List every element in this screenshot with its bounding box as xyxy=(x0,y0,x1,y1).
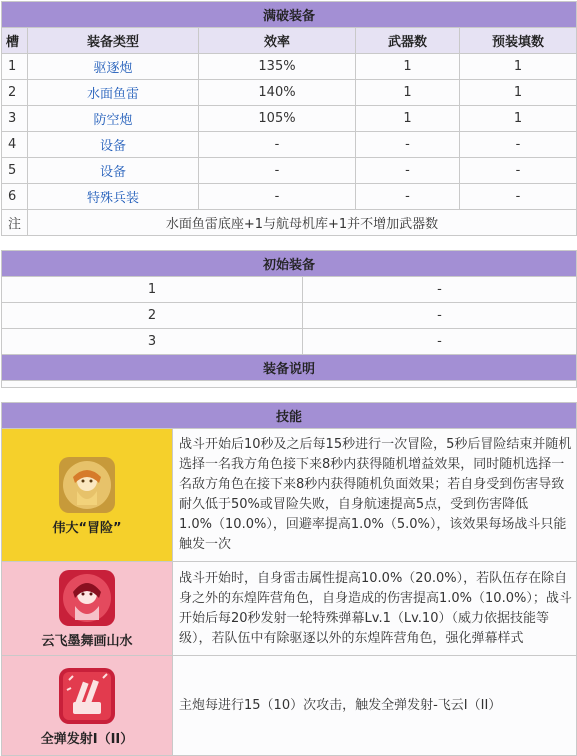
skills-title: 技能 xyxy=(2,403,577,429)
slot-number: 5 xyxy=(2,158,28,184)
slot-number: 4 xyxy=(2,132,28,158)
note-label: 注 xyxy=(2,210,28,236)
skill-name: 全弹发射I（II） xyxy=(40,732,134,747)
equipment-desc-body xyxy=(2,381,577,388)
preload-value: 1 xyxy=(460,54,577,80)
col-preload: 预装填数 xyxy=(460,28,577,54)
note-row xyxy=(2,210,577,236)
slot-number: 2 xyxy=(2,80,28,106)
preload-value: 1 xyxy=(460,106,577,132)
equip-type-link[interactable]: 水面鱼雷 xyxy=(86,87,139,102)
skill-description: 战斗开始后10秒及之后每15秒进行一次冒险，5秒后冒险结束并随机选择一名我方角色接下来8秒内获得随机增益效果，同时随机选择一名敌方角色在接下来8秒内获得随机负面效果；若自身受到伤害导致耐久低于50%或冒险失败，自身航速提高5点，受到伤害降低1.0%（10.0%），回避率提高1.0%（5.0%），该效果每场战斗只能触发一次 xyxy=(173,429,577,562)
table-row xyxy=(2,80,577,106)
table-row xyxy=(2,132,577,158)
equip-type-link[interactable]: 驱逐炮 xyxy=(93,61,133,76)
equip-type-link[interactable]: 特殊兵装 xyxy=(86,191,139,206)
initial-equipment-table xyxy=(1,250,577,388)
skill-description: 战斗开始时，自身雷击属性提高10.0%（20.0%），若队伍存在除自身之外的东煌阵营角色，自身造成的伤害提高1.0%（10.0%）；战斗开始后每20秒发射一轮特殊弹幕Lv.1（Lv.10）（威力依据技能等级），若队伍中有除驱逐以外的东煌阵营角色，强化弹幕样式 xyxy=(173,562,577,656)
weapons-value: 1 xyxy=(356,54,460,80)
table-row xyxy=(2,303,577,329)
col-slot: 槽 xyxy=(2,28,28,54)
skill-name: 云飞墨舞画山水 xyxy=(41,634,133,649)
table-row xyxy=(2,277,577,303)
efficiency-value: 140% xyxy=(199,80,356,106)
slot-number: 1 xyxy=(2,54,28,80)
initial-value: - xyxy=(303,277,577,303)
weapons-value: 1 xyxy=(356,80,460,106)
initial-slot: 1 xyxy=(2,277,303,303)
preload-value: - xyxy=(460,158,577,184)
table-row xyxy=(2,54,577,80)
note-text: 水面鱼雷底座+1与航母机库+1并不增加武器数 xyxy=(28,210,577,236)
preload-value: - xyxy=(460,184,577,210)
initial-slot: 2 xyxy=(2,303,303,329)
skills-table xyxy=(1,402,577,756)
weapons-value: - xyxy=(356,184,460,210)
full-break-title: 满破装备 xyxy=(2,2,577,28)
efficiency-value: - xyxy=(199,132,356,158)
slot-number: 3 xyxy=(2,106,28,132)
weapons-value: - xyxy=(356,132,460,158)
col-weapons: 武器数 xyxy=(356,28,460,54)
skill-cell xyxy=(2,562,173,656)
weapons-value: - xyxy=(356,158,460,184)
table-row xyxy=(2,158,577,184)
initial-value: - xyxy=(303,303,577,329)
skill-cell xyxy=(2,429,173,562)
preload-value: 1 xyxy=(460,80,577,106)
table-row xyxy=(2,106,577,132)
efficiency-value: - xyxy=(199,184,356,210)
full-break-table xyxy=(1,1,577,236)
skill-row xyxy=(2,429,577,562)
initial-slot: 3 xyxy=(2,329,303,355)
cannon-barrage-icon[interactable] xyxy=(59,668,115,724)
efficiency-value: 135% xyxy=(199,54,356,80)
skill-description: 主炮每进行15（10）次攻击，触发全弹发射-飞云I（II） xyxy=(173,656,577,756)
equipment-desc-title: 装备说明 xyxy=(2,355,577,381)
skill-row xyxy=(2,656,577,756)
table-row xyxy=(2,184,577,210)
girl-painting-icon[interactable] xyxy=(59,570,115,626)
skill-name: 伟大“冒险” xyxy=(52,520,122,536)
initial-value: - xyxy=(303,329,577,355)
col-type: 装备类型 xyxy=(28,28,199,54)
girl-adventure-icon[interactable] xyxy=(59,457,115,513)
weapons-value: 1 xyxy=(356,106,460,132)
col-efficiency: 效率 xyxy=(199,28,356,54)
equip-type-link[interactable]: 设备 xyxy=(99,165,126,180)
initial-title: 初始装备 xyxy=(2,251,577,277)
skill-cell xyxy=(2,656,173,756)
equip-type-link[interactable]: 设备 xyxy=(99,139,126,154)
preload-value: - xyxy=(460,132,577,158)
equip-type-link[interactable]: 防空炮 xyxy=(93,113,133,128)
slot-number: 6 xyxy=(2,184,28,210)
efficiency-value: - xyxy=(199,158,356,184)
efficiency-value: 105% xyxy=(199,106,356,132)
table-row xyxy=(2,329,577,355)
skill-row xyxy=(2,562,577,656)
